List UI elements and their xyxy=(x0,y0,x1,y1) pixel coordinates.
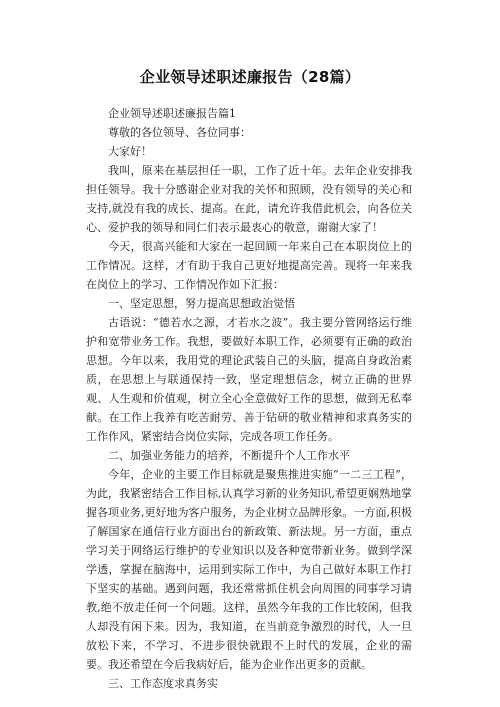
intro-paragraph: 我叫，原来在基层担任一职，工作了近十年。去年企业安排我担任领导。我十分感谢企业对我的关怀和照顾，没有领导的关心和支持,就没有我的成长、提高。在此，请允许我借此机会，向各位关心、爱护我的领导和同仁们表示最衷心的敬意，谢谢大家了！ xyxy=(86,164,412,234)
document-title: 企业领导述职述廉报告（28篇） xyxy=(139,68,361,86)
document-body xyxy=(86,104,412,693)
section-heading-2: 二、加强业务能力的培养，不断提升个人工作水平 xyxy=(108,449,350,462)
section-paragraph-2: 今年，企业的主要工作目标就是聚焦推进实施“一二三工程”，为此，我紧密结合工作目标,认真学习新的业务知识,希望更娴熟地掌握各项业务,更好地为客户服务，为企业树立品牌形象。一方面,积极了解国家在通信行业方面出台的新政策、新法规。另一方面，重点学习关于网络运行维护的专业知识以及各种宽带新业务。做到学深学透，掌握在脑海中，运用到实际工作中，为自己做好本职工作打下坚实的基础。遇到问题，我还常常抓住机会向周围的同事学习请教,绝不放走任何一个问题。这样，虽然今年我的工作比较闲，但我人却没有闲下来。因为，我知道，在当前竞争激烈的时代，人一旦放松下来，不学习、不进步很快就跟不上时代的发展，企业的需要。我还希望在今后我病好后，能为企业作出更多的贡献。 xyxy=(86,468,412,671)
section-paragraph-1: 古语说：“德若水之源，才若水之波”。我主要分管网络运行维护和宽带业务工作。我想，要做好本职工作，必须要有正确的政治思想。今年以来，我用党的理论武装自己的头脑，提高自身政治素质，在思想上与联通保持一致，坚定理想信念，树立正确的世界观、人生观和价值观，树立全心全意做好工作的思想，做到无私奉献。在工作上我养有吃苦耐劳、善于钻研的敬业精神和求真务实的工作作风，紧密结合岗位实际，完成各项工作任务。 xyxy=(86,316,412,443)
subtitle-paragraph: 企业领导述职述廉报告篇1 xyxy=(108,107,236,120)
salutation-paragraph: 尊敬的各位领导、各位同事： xyxy=(108,126,251,139)
overview-paragraph: 今天，很高兴能和大家在一起回顾一年来自己在本职岗位上的工作情况。这样，才有助于我自己更好地提高完善。现将一年来我在岗位上的学习、工作情况作如下汇报： xyxy=(86,240,412,291)
greeting-paragraph: 大家好！ xyxy=(108,145,152,158)
section-heading-1: 一、坚定思想，努力提高思想政治觉悟 xyxy=(108,297,295,310)
section-heading-3: 三、工作态度求真务实 xyxy=(108,677,218,690)
